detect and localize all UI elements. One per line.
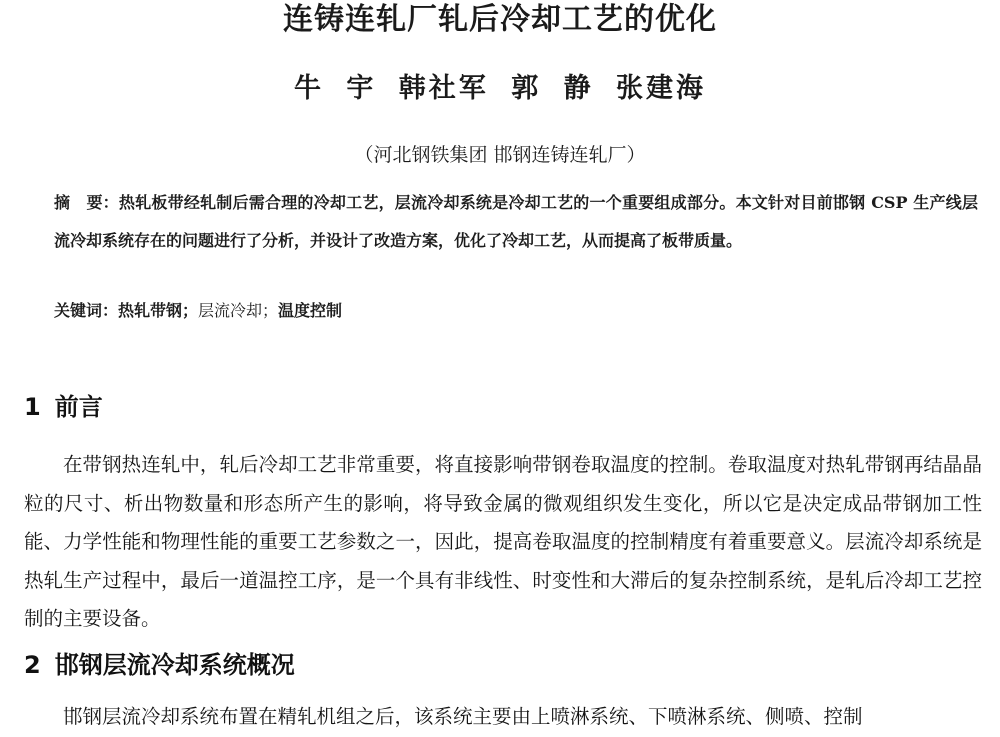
section-paragraph-introduction: 在带钢热连轧中，轧后冷却工艺非常重要，将直接影响带钢卷取温度的控制。卷取温度对热轧带钢再结晶晶粒的尺寸、析出物数量和形态所产生的影响，将导致金属的微观组织发生变化，所以它是决定成品带钢加工性能、力学性能和物理性能的重要工艺参数之一，因此，提高卷取温度的控制精度有着重要意义。层流冷却系统是热轧生产过程中，最后一道温控工序，是一个具有非线性、时变性和大滞后的复杂控制系统，是轧后冷却工艺控制的主要设备。 <box>24 453 982 630</box>
keyword-item: 热轧带钢； <box>118 301 199 320</box>
paper-title: 连铸连轧厂轧后冷却工艺的优化 <box>283 2 717 37</box>
keyword-item: 温度控制 <box>278 301 343 320</box>
keywords-label: 关键词： <box>54 301 119 320</box>
section-heading-system-overview <box>24 648 295 682</box>
section-number: 2 <box>24 651 41 679</box>
section-number: 1 <box>24 393 41 421</box>
abstract-label: 摘 要： <box>54 193 119 212</box>
abstract-text: 热轧板带经轧制后需合理的冷却工艺，层流冷却系统是冷却工艺的一个重要组成部分。本文针对目前邯钢 CSP 生产线层流冷却系统存在的问题进行了分析，并设计了改造方案，优化了冷却工艺，从而提高了板带质量。 <box>54 193 978 250</box>
section-title: 邯钢层流冷却系统概况 <box>54 651 295 679</box>
keywords <box>54 296 978 326</box>
author-list: 牛 宇 韩社军 郭 静 张建海 <box>294 73 706 104</box>
section-title: 前言 <box>54 393 103 421</box>
keyword-item: 层流冷却； <box>198 301 279 320</box>
affiliation: （河北钢铁集团 邯钢连铸连轧厂） <box>354 144 646 166</box>
section-paragraph-system-overview: 邯钢层流冷却系统布置在精轧机组之后，该系统主要由上喷淋系统、下喷淋系统、侧喷、控制 <box>63 705 863 728</box>
section-heading-introduction <box>24 390 103 424</box>
abstract <box>54 184 978 260</box>
